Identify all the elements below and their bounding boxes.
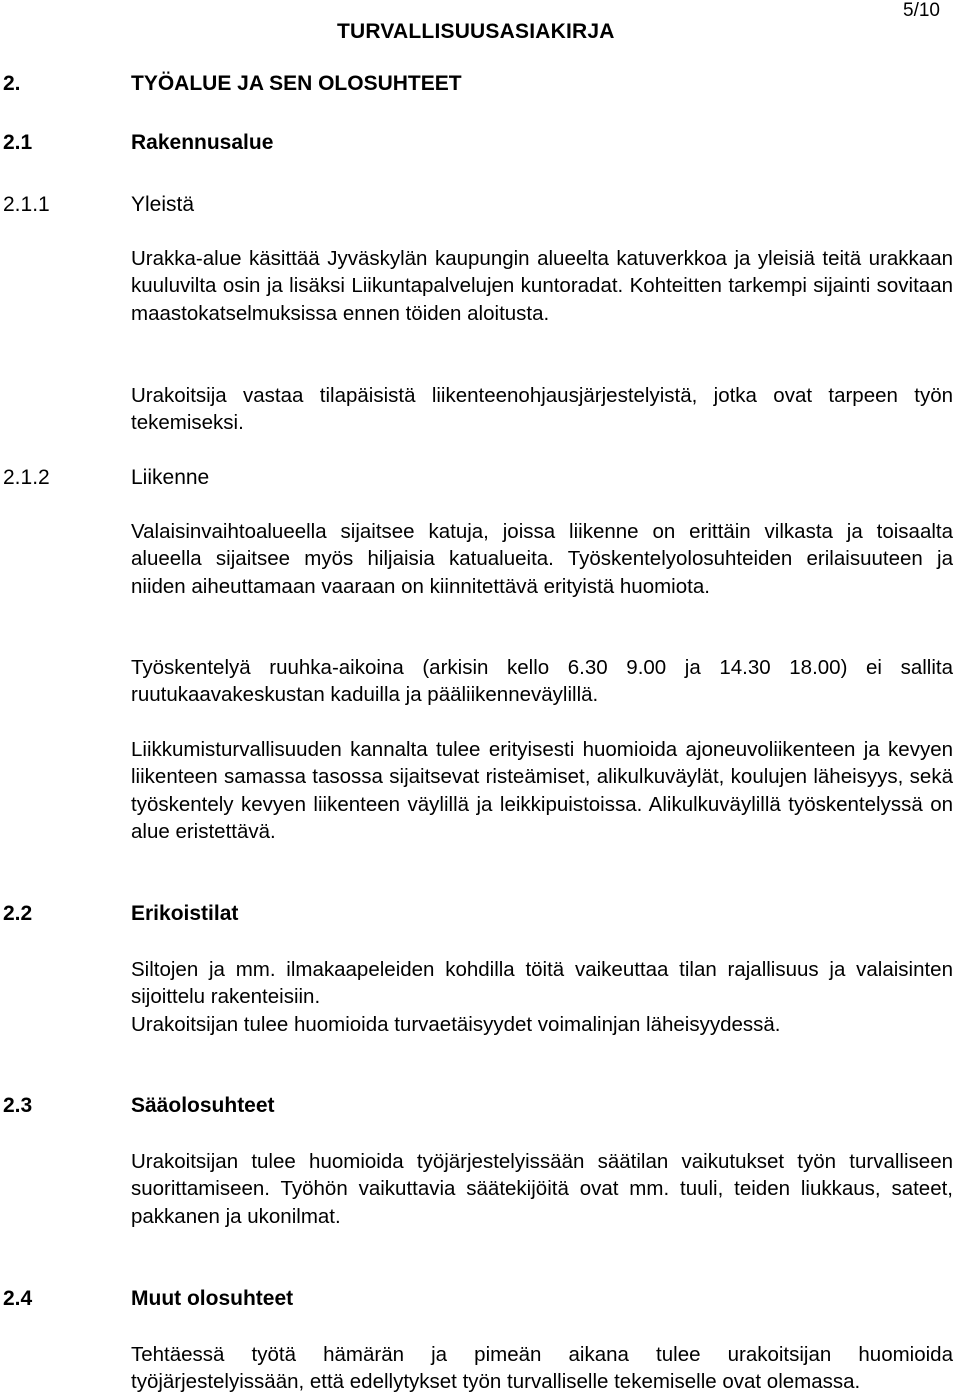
- section-2-4-title: Muut olosuhteet: [131, 1287, 294, 1310]
- section-2-2-paragraph-1: Siltojen ja mm. ilmakaapeleiden kohdilla töitä vaikeuttaa tilan rajallisuus ja valaisinten sijoittelu rakenteisiin.: [131, 958, 953, 1009]
- section-2-3-paragraph-1: Urakoitsijan tulee huomioida työjärjestelyissään säätilan vaikutukset työn turvalliseen suorittamiseen. Työhön vaikuttavia säätekijöitä ovat mm. tuuli, teiden liukkaus, sateet, pakkanen ja ukonilmat.: [131, 1150, 953, 1228]
- section-2-1-number: 2.1: [3, 131, 33, 154]
- section-2-1-2-paragraph-3: Liikkumisturvallisuuden kannalta tulee erityisesti huomioida ajoneuvoliikenteen ja kevyen liikenteen samassa tasossa sijaitsevat risteämiset, alikulkuväylät, koulujen läheisyys, sekä työskentely kevyen liikenteen väylillä ja leikkipuistoissa. Alikulkuväylillä työskentelyssä on alue eristettävä.: [131, 738, 953, 843]
- section-2-number: 2.: [3, 72, 21, 95]
- section-2-1-title: Rakennusalue: [131, 131, 274, 154]
- section-2-4-paragraph-1: Tehtäessä työtä hämärän ja pimeän aikana tulee urakoitsijan huomioida työjärjestelyissään, että edellytykset työn turvalliselle tekemiselle ovat olemassa.: [131, 1343, 953, 1394]
- section-2-3-title: Sääolosuhteet: [131, 1094, 275, 1117]
- section-2-2-title: Erikoistilat: [131, 902, 239, 925]
- section-2-3-number: 2.3: [3, 1094, 33, 1117]
- section-2-1-2-paragraph-2: Työskentelyä ruuhka-aikoina (arkisin kello 6.30 9.00 ja 14.30 18.00) ei sallita ruutukaavakeskustan kaduilla ja pääliikenneväylillä.: [131, 656, 953, 707]
- section-2-1-1-paragraph-1: Urakka-alue käsittää Jyväskylän kaupungin alueelta katuverkkoa ja yleisiä teitä urakkaan kuuluvilta osin ja lisäksi Liikuntapalvelujen kuntoradat. Kohteitten tarkempi sijainti sovitaan maastokatselmuksissa ennen töiden aloitusta.: [131, 247, 953, 325]
- section-2-2-paragraph-2: Urakoitsijan tulee huomioida turvaetäisyydet voimalinjan läheisyydessä.: [131, 1013, 781, 1036]
- section-2-1-2-paragraph-1: Valaisinvaihtoalueella sijaitsee katuja, joissa liikenne on erittäin vilkasta ja toisaalta alueella sijaitsee myös hiljaisia katualueita. Työskentelyolosuhteiden erilaisuuteen ja niiden aiheuttamaan vaaraan on kiinnitettävä erityistä huomiota.: [131, 520, 953, 598]
- section-2-1-2-number: 2.1.2: [3, 466, 50, 489]
- page-number: 5/10: [903, 0, 940, 21]
- section-2-1-1-title: Yleistä: [131, 193, 195, 216]
- document-title: TURVALLISUUSASIAKIRJA: [337, 20, 615, 43]
- section-2-1-1-paragraph-2: Urakoitsija vastaa tilapäisistä liikenteenohjausjärjestelyistä, jotka ovat tarpeen työn tekemiseksi.: [131, 384, 953, 435]
- section-2-2-number: 2.2: [3, 902, 33, 925]
- section-2-1-2-title: Liikenne: [131, 466, 210, 489]
- section-2-4-number: 2.4: [3, 1287, 33, 1310]
- section-2-1-1-number: 2.1.1: [3, 193, 50, 216]
- section-2-title: TYÖALUE JA SEN OLOSUHTEET: [131, 72, 462, 95]
